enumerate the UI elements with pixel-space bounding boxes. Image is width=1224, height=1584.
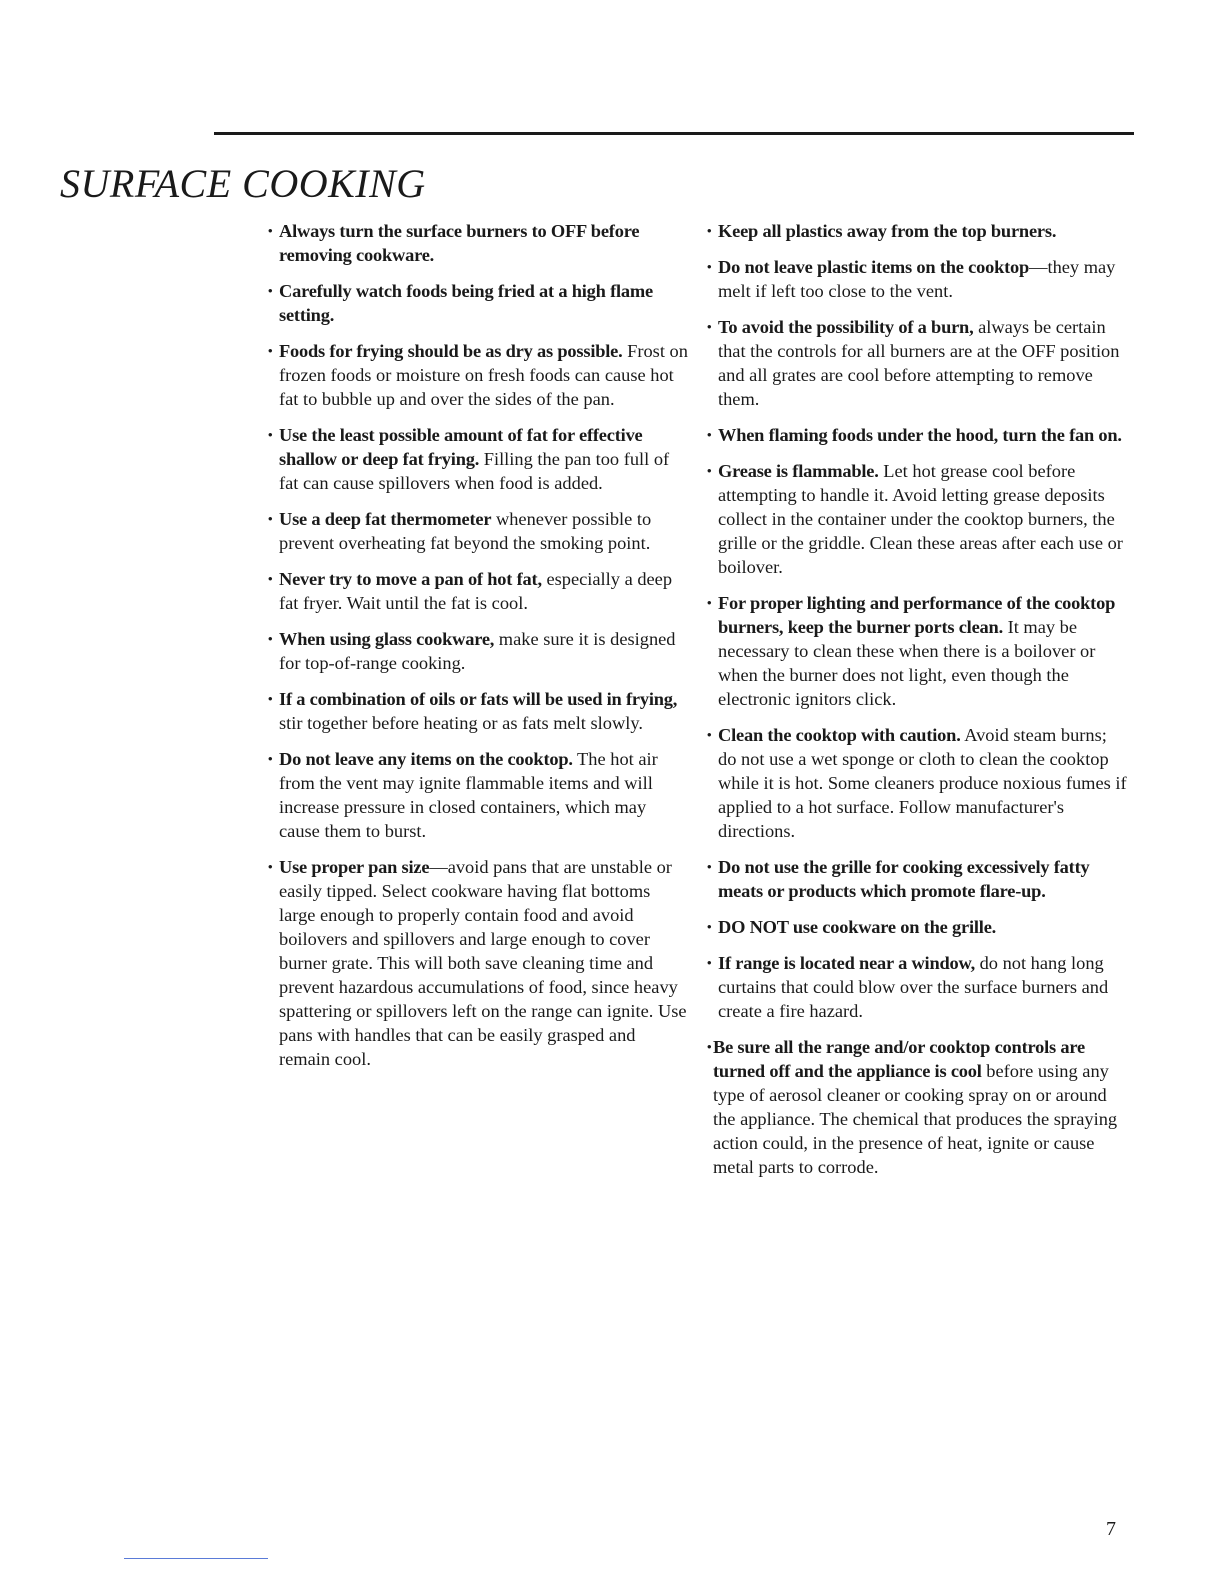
item-text: stir together before heating or as fats melt slowly. (279, 713, 643, 733)
item-text: Frost on frozen foods or moisture on fresh foods can cause hot fat to bubble up and over the sides of the pan. (279, 341, 688, 409)
item-heading: Always turn the surface burners to OFF before removing cookware. (279, 221, 640, 265)
list-item (707, 591, 1127, 711)
item-text: —avoid pans that are unstable or easily tipped. Select cookware having flat bottoms large enough to properly contain food and avoid boilovers and spillovers and large enough to cover burner grate. This will both save cleaning time and prevent hazardous accumulations of food, since heavy spattering or spillovers left on the range can ignite. Use pans with handles that can be easily grasped and remain cool. (279, 857, 687, 1069)
item-heading: Carefully watch foods being fried at a high flame setting. (279, 281, 654, 325)
item-heading: Foods for frying should be as dry as possible. (279, 341, 623, 361)
item-heading: Use the least possible amount of fat for effective shallow or deep fat frying. (279, 425, 643, 469)
item-heading: If range is located near a window, (718, 953, 975, 973)
item-heading: DO NOT use cookware on the grille. (718, 917, 997, 937)
item-text: especially a deep fat fryer. Wait until the fat is cool. (279, 569, 673, 613)
item-text: It may be necessary to clean these when there is a boilover or when the burner does not light, even though the electronic ignitors click. (718, 617, 1096, 709)
list-item (268, 507, 688, 555)
item-heading: Use a deep fat thermometer (279, 509, 492, 529)
item-heading: Do not leave plastic items on the cooktop (718, 257, 1030, 277)
item-text: Filling the pan too full of fat can cause spillovers when food is added. (279, 449, 670, 493)
list-item (268, 747, 688, 843)
item-heading: For proper lighting and performance of the cooktop burners, keep the burner ports clean. (718, 593, 1116, 637)
item-heading: Do not use the grille for cooking excessively fatty meats or products which promote flare-up. (718, 857, 1090, 901)
list-item (268, 423, 688, 495)
item-heading: Keep all plastics away from the top burners. (718, 221, 1057, 241)
item-heading: When using glass cookware, (279, 629, 495, 649)
item-heading: When flaming foods under the hood, turn the fan on. (718, 425, 1122, 445)
list-item (268, 687, 688, 735)
header-rule (214, 132, 1134, 135)
list-item (268, 627, 688, 675)
item-heading: If a combination of oils or fats will be used in frying, (279, 689, 678, 709)
item-heading: Use proper pan size (279, 857, 430, 877)
right-column (707, 219, 1127, 1191)
list-item (707, 219, 1127, 243)
item-text: whenever possible to prevent overheating fat beyond the smoking point. (279, 509, 652, 553)
list-item (707, 1035, 1127, 1179)
item-heading: Be sure all the range and/or cooktop controls are turned off and the appliance is cool (713, 1037, 1085, 1081)
list-item (707, 459, 1127, 579)
list-item (268, 567, 688, 615)
list-item (707, 915, 1127, 939)
item-heading: Do not leave any items on the cooktop. (279, 749, 573, 769)
list-item (268, 339, 688, 411)
list-item (707, 951, 1127, 1023)
list-item (268, 855, 688, 1071)
list-item (268, 279, 688, 327)
item-text: —they may melt if left too close to the vent. (718, 257, 1116, 301)
item-text: do not hang long curtains that could blow over the surface burners and create a fire hazard. (718, 953, 1109, 1021)
page-title: SURFACE COOKING (60, 161, 426, 206)
list-item (707, 855, 1127, 903)
item-text: before using any type of aerosol cleaner or cooking spray on or around the appliance. The chemical that produces the spraying action could, in the presence of heat, ignite or cause metal parts to corrode. (713, 1061, 1118, 1177)
list-item (268, 219, 688, 267)
left-column (268, 219, 688, 1083)
item-text: always be certain that the controls for all burners are at the OFF position and all grates are cool before attempting to remove them. (718, 317, 1120, 409)
item-heading: Grease is flammable. (718, 461, 879, 481)
list-item (707, 423, 1127, 447)
item-heading: To avoid the possibility of a burn, (718, 317, 974, 337)
item-text: Avoid steam burns; do not use a wet sponge or cloth to clean the cooktop while it is hot. Some cleaners produce noxious fumes if applied to a hot surface. Follow manufacturer's directions. (718, 725, 1127, 841)
list-item (707, 315, 1127, 411)
item-heading: Never try to move a pan of hot fat, (279, 569, 542, 589)
footer-link-underline (124, 1558, 268, 1559)
item-heading: Clean the cooktop with caution. (718, 725, 961, 745)
item-text: The hot air from the vent may ignite flammable items and will increase pressure in closed containers, which may cause them to burst. (279, 749, 658, 841)
item-text: Let hot grease cool before attempting to handle it. Avoid letting grease deposits collect in the container under the cooktop burners, the grille or the griddle. Clean these areas after each use or boilover. (718, 461, 1123, 577)
item-text: make sure it is designed for top-of-range cooking. (279, 629, 676, 673)
list-item (707, 255, 1127, 303)
page-number: 7 (1106, 1518, 1116, 1540)
list-item (707, 723, 1127, 843)
